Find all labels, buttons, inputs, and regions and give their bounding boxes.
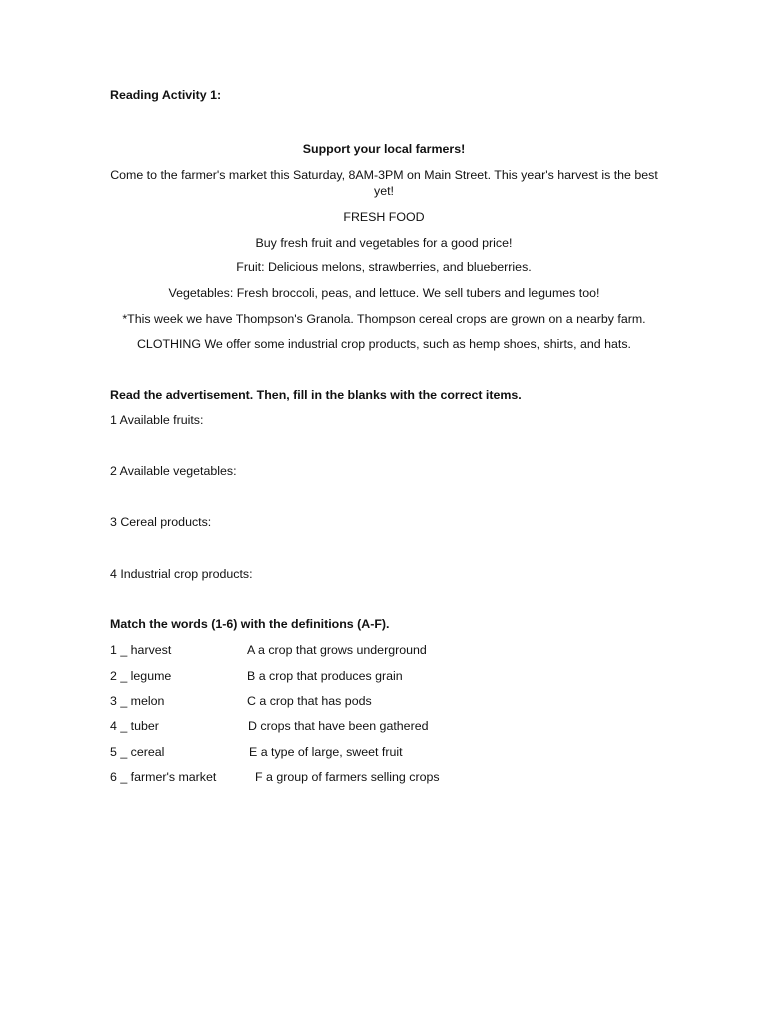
ad-clothing-line: CLOTHING We offer some industrial crop products, such as hemp shoes, shirts, and hats. — [136, 337, 631, 351]
ad-vegetable-line: Vegetables: Fresh broccoli, peas, and lettuce. We sell tubers and legumes too! — [168, 286, 600, 300]
activity-heading: Reading Activity 1: — [110, 88, 222, 102]
matching-definition: A a crop that grows underground — [247, 643, 427, 657]
fill-blanks-instruction: Read the advertisement. Then, fill in the blanks with the correct items. — [110, 388, 522, 402]
fill-blank-item: 2 Available vegetables: — [110, 464, 237, 478]
ad-title: Support your local farmers! — [302, 142, 466, 156]
matching-word: 5 _ cereal — [110, 745, 165, 759]
ad-intro: Come to the farmer's market this Saturday, 8AM-3PM on Main Street. This year's harvest is the best yet! — [110, 168, 658, 198]
ad-section-food: FRESH FOOD — [343, 210, 425, 224]
matching-instruction: Match the words (1-6) with the definitions (A-F). — [110, 617, 390, 631]
fill-blank-item: 1 Available fruits: — [110, 413, 204, 427]
matching-definition: D crops that have been gathered — [248, 719, 429, 733]
matching-definition: C a crop that has pods — [247, 694, 372, 708]
matching-word: 6 _ farmer's market — [110, 770, 217, 784]
ad-fruit-line: Fruit: Delicious melons, strawberries, and blueberries. — [236, 260, 532, 274]
matching-word: 3 _ melon — [110, 694, 165, 708]
ad-granola-line: *This week we have Thompson's Granola. Thompson cereal crops are grown on a nearby farm. — [122, 312, 646, 326]
matching-definition: E a type of large, sweet fruit — [249, 745, 403, 759]
ad-price-line: Buy fresh fruit and vegetables for a good price! — [255, 236, 513, 250]
fill-blank-item: 3 Cereal products: — [110, 515, 212, 529]
matching-word: 1 _ harvest — [110, 643, 172, 657]
matching-word: 4 _ tuber — [110, 719, 159, 733]
matching-definition: F a group of farmers selling crops — [255, 770, 440, 784]
fill-blank-item: 4 Industrial crop products: — [110, 567, 253, 581]
matching-definition: B a crop that produces grain — [247, 669, 403, 683]
matching-word: 2 _ legume — [110, 669, 172, 683]
